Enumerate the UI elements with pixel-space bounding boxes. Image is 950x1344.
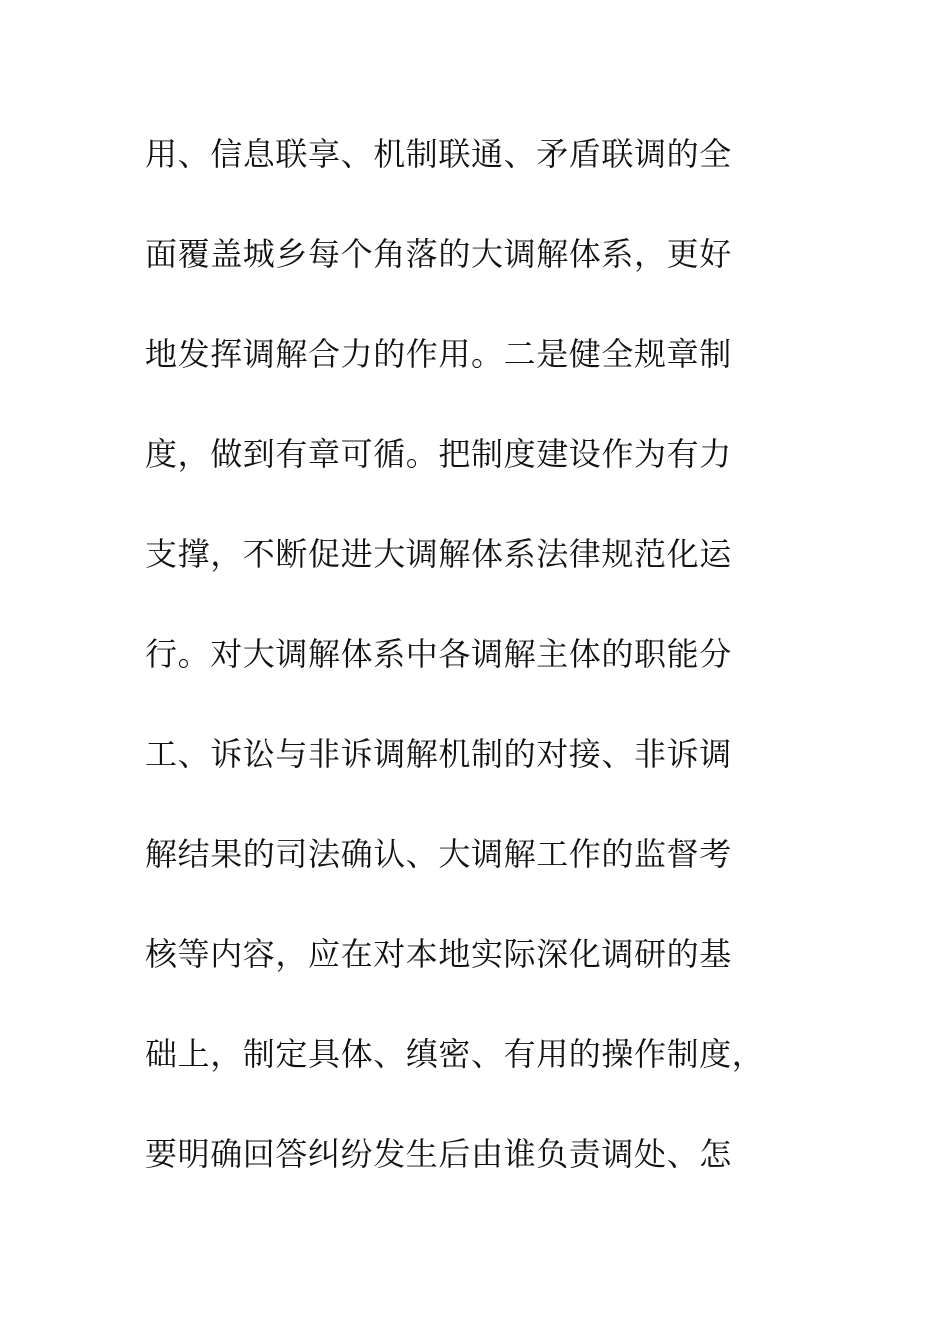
text-line: 度，做到有章可循。把制度建设作为有力 bbox=[145, 435, 732, 473]
text-line: 用、信息联享、机制联通、矛盾联调的全 bbox=[145, 135, 732, 173]
text-line: 地发挥调解合力的作用。二是健全规章制 bbox=[145, 335, 732, 373]
text-line: 核等内容，应在对本地实际深化调研的基 bbox=[145, 935, 732, 973]
text-line: 支撑，不断促进大调解体系法律规范化运 bbox=[145, 535, 732, 573]
text-line: 工、诉讼与非诉调解机制的对接、非诉调 bbox=[145, 735, 732, 773]
text-line: 要明确回答纠纷发生后由谁负责调处、怎 bbox=[145, 1135, 732, 1173]
text-line: 行。对大调解体系中各调解主体的职能分 bbox=[145, 635, 732, 673]
text-line: 面覆盖城乡每个角落的大调解体系，更好 bbox=[145, 235, 732, 273]
text-line: 解结果的司法确认、大调解工作的监督考 bbox=[145, 835, 732, 873]
text-line: 础上，制定具体、缜密、有用的操作制度， bbox=[145, 1035, 765, 1073]
document-body-text bbox=[145, 122, 825, 1222]
